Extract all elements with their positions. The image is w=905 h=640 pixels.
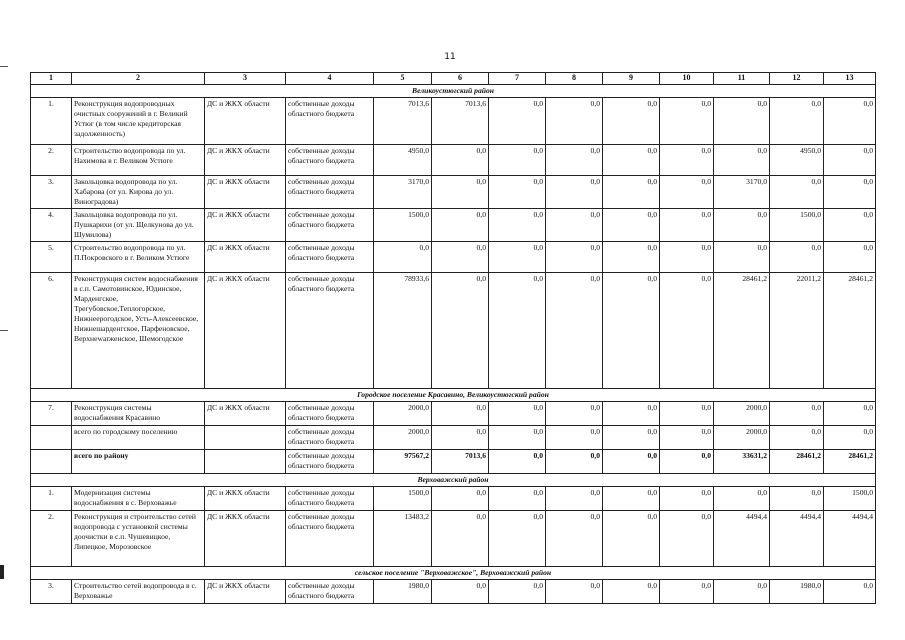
item-name: всего по городскому поселению: [72, 426, 205, 450]
value-cell: 33631,2: [714, 450, 770, 474]
funding-source: собственные доходы областного бюджета: [286, 450, 374, 474]
funding-source: собственные доходы областного бюджета: [286, 145, 374, 176]
funding-source: собственные доходы областного бюджета: [286, 426, 374, 450]
section-row: [31, 474, 876, 487]
value-cell: 0,0: [770, 426, 824, 450]
value-cell: 0,0: [546, 402, 603, 426]
value-cell: 0,0: [603, 511, 660, 567]
responsible-org: ДС и ЖКХ области: [205, 209, 286, 242]
responsible-org: ДС и ЖКХ области: [205, 402, 286, 426]
table-row: [31, 450, 876, 474]
row-number: 2.: [31, 511, 72, 567]
responsible-org: ДС и ЖКХ области: [205, 511, 286, 567]
table-row: [31, 209, 876, 242]
value-cell: 0,0: [603, 426, 660, 450]
value-cell: 0,0: [770, 402, 824, 426]
value-cell: 0,0: [489, 273, 546, 389]
item-name: Строительство водопровода по ул. П.Покровского в г. Великом Устюге: [72, 242, 205, 273]
header-cell: 11: [714, 73, 770, 85]
row-number: [31, 450, 72, 474]
table-row: [31, 511, 876, 567]
header-cell: 6: [432, 73, 489, 85]
value-cell: 0,0: [603, 98, 660, 145]
item-name: Реконструкция систем водоснабжения в с.п. Самотовинское, Юдинское, Марденгское, Трегубовское,Теплогорское, Нижнеерогодское, Усть-Алексеевское, Нижнешарденгское, Парфеновское, Верхнеwarженское, Шемогодское: [72, 273, 205, 389]
row-number: 1.: [31, 487, 72, 511]
header-cell: 8: [546, 73, 603, 85]
value-cell: 3170,0: [374, 176, 432, 209]
funding-source: собственные доходы областного бюджета: [286, 209, 374, 242]
value-cell: 0,0: [660, 450, 714, 474]
value-cell: 1500,0: [824, 487, 876, 511]
funding-source: собственные доходы областного бюджета: [286, 511, 374, 567]
value-cell: 2000,0: [374, 402, 432, 426]
header-cell: 9: [603, 73, 660, 85]
value-cell: 0,0: [546, 273, 603, 389]
responsible-org: [205, 426, 286, 450]
value-cell: 0,0: [489, 242, 546, 273]
value-cell: 0,0: [660, 402, 714, 426]
value-cell: 0,0: [660, 209, 714, 242]
value-cell: 0,0: [603, 273, 660, 389]
value-cell: 0,0: [660, 145, 714, 176]
value-cell: 0,0: [489, 209, 546, 242]
table-row: [31, 402, 876, 426]
value-cell: 0,0: [660, 273, 714, 389]
value-cell: 0,0: [432, 487, 489, 511]
value-cell: 0,0: [546, 98, 603, 145]
value-cell: 0,0: [432, 273, 489, 389]
value-cell: 0,0: [824, 176, 876, 209]
funding-source: собственные доходы областного бюджета: [286, 242, 374, 273]
table-row: [31, 426, 876, 450]
value-cell: 28461,2: [824, 450, 876, 474]
table-row: [31, 98, 876, 145]
row-number: 2.: [31, 145, 72, 176]
value-cell: 0,0: [489, 402, 546, 426]
value-cell: 0,0: [432, 402, 489, 426]
value-cell: 0,0: [432, 209, 489, 242]
value-cell: 0,0: [432, 511, 489, 567]
edge-mark: [0, 330, 8, 331]
row-number: 7.: [31, 402, 72, 426]
value-cell: 7013,6: [432, 98, 489, 145]
funding-source: собственные доходы областного бюджета: [286, 402, 374, 426]
value-cell: 0,0: [714, 98, 770, 145]
header-cell: 7: [489, 73, 546, 85]
value-cell: 0,0: [546, 242, 603, 273]
item-name: Реконструкция и строительство сетей водопровода с установкой системы доочистки в с.п. Чушевицкое, Липецкое, Морозовское: [72, 511, 205, 567]
item-name: Модернизация системы водоснабжения в с. Верховажье: [72, 487, 205, 511]
value-cell: 0,0: [546, 426, 603, 450]
funding-source: собственные доходы областного бюджета: [286, 273, 374, 389]
section-row: [31, 85, 876, 98]
value-cell: 4494,4: [714, 511, 770, 567]
row-number: 3.: [31, 580, 72, 604]
row-number: [31, 426, 72, 450]
value-cell: 0,0: [432, 580, 489, 604]
value-cell: 0,0: [603, 402, 660, 426]
value-cell: 0,0: [603, 209, 660, 242]
value-cell: 2000,0: [714, 426, 770, 450]
header-cell: 4: [286, 73, 374, 85]
value-cell: 1980,0: [374, 580, 432, 604]
value-cell: 0,0: [660, 176, 714, 209]
scan-artifact: [0, 565, 4, 579]
value-cell: 0,0: [603, 487, 660, 511]
responsible-org: ДС и ЖКХ области: [205, 487, 286, 511]
value-cell: 0,0: [770, 176, 824, 209]
value-cell: 0,0: [546, 450, 603, 474]
value-cell: 0,0: [489, 580, 546, 604]
header-cell: 1: [31, 73, 72, 85]
header-cell: 12: [770, 73, 824, 85]
value-cell: 0,0: [714, 242, 770, 273]
table-row: [31, 273, 876, 389]
value-cell: 0,0: [824, 98, 876, 145]
value-cell: 0,0: [660, 426, 714, 450]
value-cell: 0,0: [603, 450, 660, 474]
item-name: Реконструкция водопроводных очистных сооружений в г. Великий Устюг (в том числе кредиторская задолженность): [72, 98, 205, 145]
section-row: [31, 567, 876, 580]
value-cell: 0,0: [770, 242, 824, 273]
budget-table: [30, 72, 876, 604]
value-cell: 2000,0: [374, 426, 432, 450]
table-row: [31, 176, 876, 209]
value-cell: 13483,2: [374, 511, 432, 567]
value-cell: 28461,2: [714, 273, 770, 389]
page-number: 11: [444, 52, 456, 62]
value-cell: 0,0: [824, 242, 876, 273]
value-cell: 0,0: [660, 580, 714, 604]
item-name: Реконструкция системы водоснабжения Красавино: [72, 402, 205, 426]
value-cell: 4494,4: [770, 511, 824, 567]
item-name: Строительство сетей водопровода в с. Верховажье: [72, 580, 205, 604]
section-title: Верховажский район: [31, 474, 876, 487]
responsible-org: [205, 450, 286, 474]
funding-source: собственные доходы областного бюджета: [286, 176, 374, 209]
table-row: [31, 487, 876, 511]
value-cell: 0,0: [714, 145, 770, 176]
row-number: 6.: [31, 273, 72, 389]
value-cell: 0,0: [546, 511, 603, 567]
responsible-org: ДС и ЖКХ области: [205, 145, 286, 176]
funding-source: собственные доходы областного бюджета: [286, 580, 374, 604]
value-cell: 78933,6: [374, 273, 432, 389]
value-cell: 0,0: [770, 487, 824, 511]
header-cell: 2: [72, 73, 205, 85]
value-cell: 22011,2: [770, 273, 824, 389]
value-cell: 0,0: [489, 426, 546, 450]
item-name: Строительство водопровода по ул. Нахимова в г. Великом Устюге: [72, 145, 205, 176]
value-cell: 1500,0: [374, 209, 432, 242]
value-cell: 0,0: [824, 209, 876, 242]
value-cell: 0,0: [546, 209, 603, 242]
value-cell: 2000,0: [714, 402, 770, 426]
value-cell: 97567,2: [374, 450, 432, 474]
responsible-org: ДС и ЖКХ области: [205, 242, 286, 273]
value-cell: 0,0: [603, 580, 660, 604]
responsible-org: ДС и ЖКХ области: [205, 98, 286, 145]
value-cell: 0,0: [714, 487, 770, 511]
row-number: 5.: [31, 242, 72, 273]
value-cell: 0,0: [432, 145, 489, 176]
value-cell: 7013,6: [374, 98, 432, 145]
value-cell: 0,0: [714, 580, 770, 604]
value-cell: 0,0: [432, 426, 489, 450]
table-row: [31, 145, 876, 176]
value-cell: 0,0: [824, 426, 876, 450]
edge-mark: [0, 66, 8, 67]
item-name: всего по району: [72, 450, 205, 474]
section-title: Великоустюгский район: [31, 85, 876, 98]
value-cell: 0,0: [489, 98, 546, 145]
item-name: Закольцовка водопровода по ул. Хабарова (от ул. Кирова до ул. Виноградова): [72, 176, 205, 209]
section-row: [31, 389, 876, 402]
value-cell: 0,0: [824, 402, 876, 426]
value-cell: 0,0: [546, 487, 603, 511]
header-cell: 5: [374, 73, 432, 85]
row-number: 3.: [31, 176, 72, 209]
header-row: [31, 73, 876, 85]
value-cell: 0,0: [546, 580, 603, 604]
value-cell: 0,0: [660, 511, 714, 567]
responsible-org: ДС и ЖКХ области: [205, 273, 286, 389]
value-cell: 0,0: [603, 176, 660, 209]
value-cell: 28461,2: [824, 273, 876, 389]
value-cell: 0,0: [374, 242, 432, 273]
value-cell: 0,0: [489, 176, 546, 209]
header-cell: 10: [660, 73, 714, 85]
value-cell: 7013,6: [432, 450, 489, 474]
value-cell: 4494,4: [824, 511, 876, 567]
value-cell: 3170,0: [714, 176, 770, 209]
value-cell: 0,0: [660, 242, 714, 273]
value-cell: 0,0: [824, 580, 876, 604]
section-title: Городское поселение Красавино, Великоустюгский район: [31, 389, 876, 402]
table-row: [31, 242, 876, 273]
header-cell: 3: [205, 73, 286, 85]
section-title: сельское поселение "Верховажское", Верховажский район: [31, 567, 876, 580]
value-cell: 0,0: [546, 176, 603, 209]
responsible-org: ДС и ЖКХ области: [205, 580, 286, 604]
value-cell: 0,0: [432, 242, 489, 273]
value-cell: 0,0: [714, 209, 770, 242]
value-cell: 0,0: [824, 145, 876, 176]
value-cell: 4950,0: [374, 145, 432, 176]
responsible-org: ДС и ЖКХ области: [205, 176, 286, 209]
value-cell: 1500,0: [770, 209, 824, 242]
value-cell: 0,0: [603, 145, 660, 176]
table-row: [31, 580, 876, 604]
row-number: 4.: [31, 209, 72, 242]
value-cell: 0,0: [660, 98, 714, 145]
value-cell: 0,0: [489, 511, 546, 567]
header-cell: 13: [824, 73, 876, 85]
value-cell: 0,0: [489, 450, 546, 474]
value-cell: 0,0: [489, 145, 546, 176]
value-cell: 0,0: [603, 242, 660, 273]
value-cell: 0,0: [489, 487, 546, 511]
value-cell: 0,0: [546, 145, 603, 176]
value-cell: 1500,0: [374, 487, 432, 511]
item-name: Закольцовка водопровода по ул. Пушкарихи (от ул. Щелкунова до ул. Шумилова): [72, 209, 205, 242]
value-cell: 1980,0: [770, 580, 824, 604]
value-cell: 28461,2: [770, 450, 824, 474]
value-cell: 0,0: [660, 487, 714, 511]
value-cell: 0,0: [432, 176, 489, 209]
value-cell: 0,0: [770, 98, 824, 145]
value-cell: 4950,0: [770, 145, 824, 176]
funding-source: собственные доходы областного бюджета: [286, 98, 374, 145]
row-number: 1.: [31, 98, 72, 145]
funding-source: собственные доходы областного бюджета: [286, 487, 374, 511]
